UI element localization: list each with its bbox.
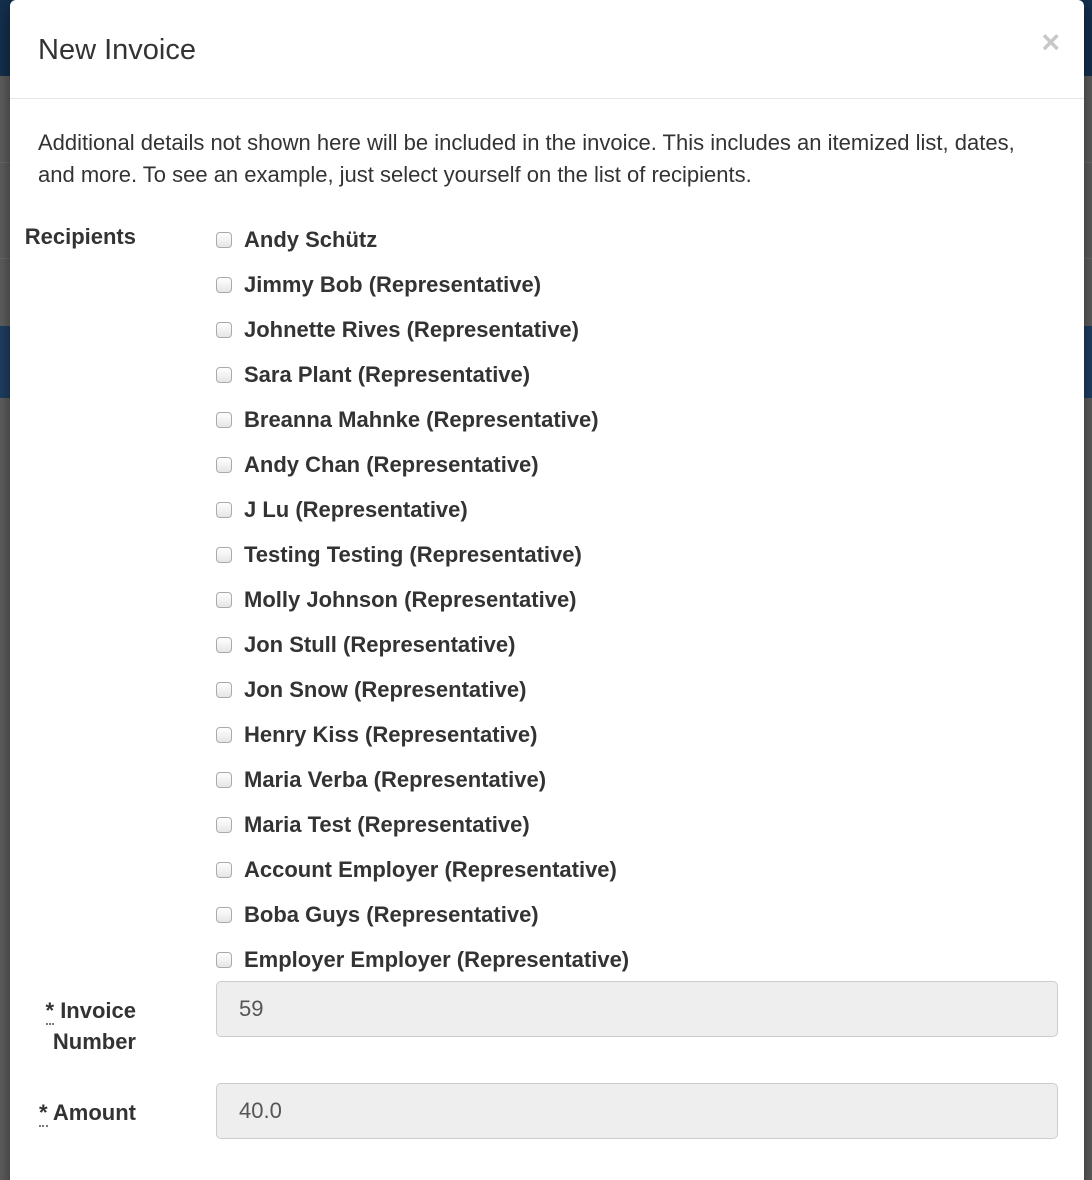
recipient-label[interactable]: Testing Testing (Representative) xyxy=(244,541,582,567)
recipient-option[interactable] xyxy=(216,487,629,532)
amount-label-text: Amount xyxy=(52,1100,136,1125)
invoice-number-label-line2: Number xyxy=(52,1029,136,1054)
recipients-label: Recipients xyxy=(24,224,136,249)
recipient-option[interactable] xyxy=(216,397,629,442)
modal-title: New Invoice xyxy=(38,34,196,66)
recipient-checkbox[interactable] xyxy=(216,727,232,743)
invoice-number-group xyxy=(38,981,1056,1083)
recipient-label[interactable]: Andy Chan (Representative) xyxy=(244,451,539,477)
new-invoice-modal xyxy=(10,0,1084,1180)
recipient-checkbox[interactable] xyxy=(216,592,232,608)
recipient-option[interactable] xyxy=(216,442,629,487)
recipient-label[interactable]: Jimmy Bob (Representative) xyxy=(244,271,542,297)
recipient-label[interactable]: Account Employer (Representative) xyxy=(244,856,617,882)
amount-group xyxy=(38,1083,1056,1153)
recipient-label[interactable]: Maria Test (Representative) xyxy=(244,811,530,837)
recipient-option[interactable] xyxy=(216,622,629,667)
recipients-checkbox-list xyxy=(216,217,629,982)
recipient-label[interactable]: Andy Schütz xyxy=(244,226,378,252)
recipient-option[interactable] xyxy=(216,532,629,577)
recipient-checkbox[interactable] xyxy=(216,817,232,833)
recipient-checkbox[interactable] xyxy=(216,367,232,383)
recipient-label[interactable]: Jon Snow (Representative) xyxy=(244,676,527,702)
recipient-checkbox[interactable] xyxy=(216,277,232,293)
close-icon[interactable]: × xyxy=(1041,24,1060,60)
intro-text: Additional details not shown here will be included in the invoice. This includes an itemized list, dates, and more. To see an example, just select yourself on the list of recipients. xyxy=(38,130,1015,187)
invoice-number-input[interactable]: 59 xyxy=(216,981,1058,1037)
recipient-option[interactable] xyxy=(216,802,629,847)
recipient-option[interactable] xyxy=(216,712,629,757)
modal-body xyxy=(10,99,1084,1153)
recipient-checkbox[interactable] xyxy=(216,772,232,788)
recipient-option[interactable] xyxy=(216,262,629,307)
recipient-label[interactable]: Maria Verba (Representative) xyxy=(244,766,547,792)
recipient-label[interactable]: Henry Kiss (Representative) xyxy=(244,721,538,747)
recipient-checkbox[interactable] xyxy=(216,682,232,698)
recipient-option[interactable] xyxy=(216,667,629,712)
recipient-label[interactable]: Jon Stull (Representative) xyxy=(244,631,516,657)
recipient-checkbox[interactable] xyxy=(216,637,232,653)
recipient-option[interactable] xyxy=(216,217,629,262)
recipient-option[interactable] xyxy=(216,307,629,352)
recipient-option[interactable] xyxy=(216,847,629,892)
recipient-checkbox[interactable] xyxy=(216,502,232,518)
required-marker: * xyxy=(45,998,55,1023)
recipient-checkbox[interactable] xyxy=(216,907,232,923)
amount-input[interactable]: 40.0 xyxy=(216,1083,1058,1139)
recipients-group xyxy=(24,217,1056,981)
recipient-option[interactable] xyxy=(216,892,629,937)
recipient-label[interactable]: J Lu (Representative) xyxy=(244,496,468,522)
recipient-label[interactable]: Boba Guys (Representative) xyxy=(244,901,539,927)
recipient-checkbox[interactable] xyxy=(216,862,232,878)
recipient-checkbox[interactable] xyxy=(216,322,232,338)
recipient-option[interactable] xyxy=(216,577,629,622)
invoice-number-label-line1: Invoice xyxy=(60,998,136,1023)
recipient-checkbox[interactable] xyxy=(216,412,232,428)
required-marker: * xyxy=(39,1100,48,1125)
recipient-label[interactable]: Johnette Rives (Representative) xyxy=(244,316,579,342)
recipient-checkbox[interactable] xyxy=(216,952,232,968)
recipient-option[interactable] xyxy=(216,352,629,397)
recipient-option[interactable] xyxy=(216,757,629,802)
recipient-option[interactable] xyxy=(216,937,629,982)
recipient-label[interactable]: Molly Johnson (Representative) xyxy=(244,586,577,612)
recipient-checkbox[interactable] xyxy=(216,547,232,563)
recipient-label[interactable]: Employer Employer (Representative) xyxy=(244,946,630,972)
recipient-checkbox[interactable] xyxy=(216,232,232,248)
recipient-label[interactable]: Sara Plant (Representative) xyxy=(244,361,531,387)
recipient-label[interactable]: Breanna Mahnke (Representative) xyxy=(244,406,599,432)
amount-label xyxy=(39,1097,136,1128)
recipient-checkbox[interactable] xyxy=(216,457,232,473)
modal-header xyxy=(10,0,1084,99)
invoice-number-label xyxy=(46,995,137,1057)
